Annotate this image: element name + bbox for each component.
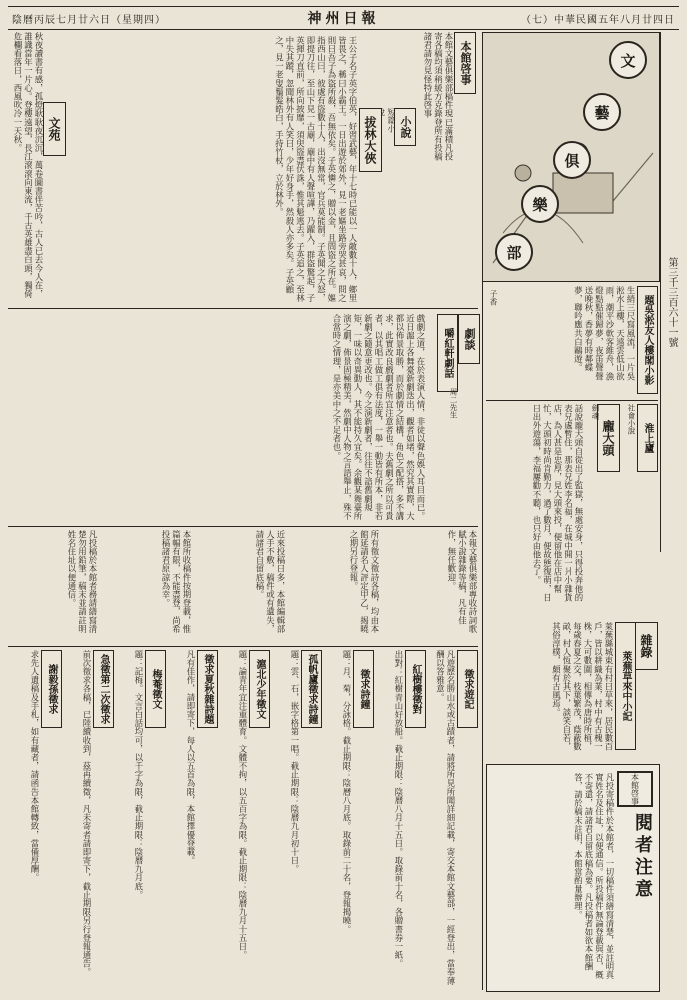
solicit-heading: 謝毅孫徵求	[41, 650, 62, 728]
literary-section	[8, 32, 66, 302]
solicit-item	[168, 650, 218, 990]
solicit-item	[64, 650, 114, 990]
masthead-date-right: 陰曆丙辰七月廿六日（星期四）	[12, 14, 166, 26]
novel-body: 王公子名子英字伯英，好習武藝，年十七時已能以一人敵數十人，鄉里皆畏之，稱曰小霸王。一日出遊於郊外，見一老嫗坐路旁哭甚哀，問之則曰吾子為盜所殺，吾無依矣。子英憐之，贈以金，且問盜之所在。嫗指西山曰，彼處有盜數十人，出沒無常，官兵莫能制。子英聞之大怒，即提刀往，至山下見一古廟，廟中有人聲喧譁，乃躍入，群盜驚起，子英揮刀直前，所向披靡，須臾盜盡伏誅，惟其魁逃去。子英追之，至林中失其蹤，忽聞林外有人笑曰，少年好身手，然殺人亦多矣。子英顧之，見一老叟鬚髮皓白，手持竹杖，立於林外。	[274, 36, 358, 303]
rule-bottom-band	[8, 646, 478, 647]
rule-lower	[8, 526, 478, 527]
readers-notice-title: 閱者注意	[632, 813, 653, 901]
poem-author: 子香	[489, 290, 498, 306]
solicit-item	[220, 650, 270, 990]
solicit-heading: 徵求遊記	[457, 650, 478, 728]
poem-heading: 題吳淞友人樓閣小影	[637, 286, 658, 394]
lower-column-5: 本報文藝俱樂部專收詩詞歌賦小說雜錄等稿，凡有佳作，無任歡迎。	[447, 530, 478, 634]
drama-body: 戲劇之道，在於表演人情，非徒以聲色娛人耳目而已。近日滬上各舞臺新劇迭出，觀者如堵，然究其實際，大都以佈景取勝，而於劇情之結構，角色之配搭，多不講求，此實改良戲劇者所宜注意者也。夫舊劇之所以可貴者，以其唱工做工俱有法度，一舉一動皆有所本，非若新劇之隨意更改也。今之演新劇者，往往不諳舊劇規矩，一味以奇異動人，其不能持久宜矣。余觀某舞臺所演之劇，佈景固極精美，然劇中人物之言語舉止，殊不合當時之情理，是亦美中之不足者也。	[332, 314, 426, 521]
literary-heading: 文苑	[43, 102, 66, 156]
solicit-body: 凡有佳作，請即寄下，每人以五首為限，本館擇優登載。	[186, 650, 196, 865]
rule-right-mid	[486, 400, 658, 401]
serial-subtitle: 社會小說	[627, 404, 636, 435]
readers-notice	[486, 764, 660, 992]
lower-column-3: 近來投稿日多，本館編輯部人手不敷，稿件或有遺失，請諸君自留底稿。	[255, 530, 286, 634]
drama-heading: 劇談	[458, 314, 480, 364]
solicit-item	[324, 650, 374, 990]
seal-le: 樂	[521, 185, 559, 223]
readers-notice-body: 凡投寄稿件於本館者，一切稿件須繕寫清楚，並註明真實姓名及住址，以便通信。所投稿件無論登載與否，概不寄還，請諸君自留底稿為要。凡投稿者如欲本館酬答，請於稿末註明，本館當酌量辦理。	[573, 773, 615, 980]
seal-bu: 部	[495, 233, 533, 271]
issue-number: 第三千三百六十一號	[660, 32, 679, 552]
rule-upper	[8, 308, 478, 309]
serial-author: 劍魂	[591, 404, 600, 420]
solicit-body: 前次徵求各稿，已陸續收到，茲再續徵，凡未寄者請即寄下，截止期限另行登報通告。	[82, 650, 92, 977]
misc-section-label: 雜錄	[635, 622, 658, 670]
solicit-heading: 急徵第二次徵求	[93, 650, 114, 728]
solicit-body: 題：月、菊，分詠格。截止期限：陰曆八月底。取錄前二十名，登報揭曉。	[342, 650, 352, 934]
solicit-heading: 紅樹樓徵對	[405, 650, 426, 728]
seal-wen: 文	[609, 41, 647, 79]
newspaper-page	[8, 6, 679, 994]
masthead-date-left: （七）中華民國五年八月廿四日	[521, 14, 675, 26]
notice-top	[420, 32, 476, 162]
notice-top-body: 本館文藝俱樂部稿件現已滿積凡投寄各稿均須稍緩方克錄登所有投稿諸君請勿見怪特此啓事	[423, 32, 454, 161]
serial-section	[486, 404, 658, 614]
solicit-heading: 滬北少年徵文	[249, 650, 270, 728]
novel-title: 拔林大俠	[359, 108, 382, 172]
column-divider	[482, 32, 483, 990]
serial-body: 話說龐大頭自從出了監獄，無處安身，只得投奔他的表兄處暫住，那表兄姓李名福，在城中開一爿小雜貨店，為人甚是忠厚，見大頭來投，便留他在店中幫忙，大頭初時尚肯勤力，過了數月，便故態復萌，日日出外遊蕩，李福屢勸不聽，也只好由他去了。	[532, 404, 584, 602]
serial-heading: 淮上廬	[637, 404, 658, 472]
solicit-body: 凡遊歷名勝山水或古蹟者，請將所見所聞詳細記載，寄交本館文藝部，一經登出，當奉薄酬以答雅意。	[435, 650, 456, 986]
solicit-heading: 徵求夏秋雜詩題	[197, 650, 218, 728]
lower-column-4: 所有徵文徵詩各稿，均由本館延請名人評定甲乙，揭曉之期另行登報。	[349, 530, 380, 634]
lower-column-1: 凡投稿於本館者務請繕寫清楚勿用鉛筆，稿末並請註明姓名住址以便通信。	[67, 530, 98, 634]
solicit-heading: 孤帆廬徵求詩鐘	[301, 650, 322, 728]
readers-notice-emblem: 本館啓事	[617, 771, 653, 807]
seal-yi: 藝	[583, 93, 621, 131]
misc-body: 萊蕪縣城東有村曰草來，居民數百戶，皆以耕織為業，村中有古槐一株，大可數圍，相傳為唐時所植，每歲春夏之交，枝葉繁茂，蔭蔽數畝，村人恆聚於其下，談笑自若，其俗淳樸，頗有古風焉。	[551, 622, 614, 751]
drama-section	[426, 310, 480, 520]
masthead	[8, 6, 679, 30]
notice-top-heading: 本館啓事	[454, 32, 476, 94]
solicit-item	[12, 650, 62, 990]
solicit-body: 題：論青年宜注重體育。文體不拘，以五百字為限。截止期限：陰曆九月十五日。	[238, 650, 248, 960]
poem-section	[486, 286, 658, 396]
solicit-body: 出對：紅樹青山好放船。截止期限：陰曆八月十五日。取錄前十名，各贈書券一紙。	[394, 650, 404, 968]
drama-author: 周二先生	[449, 388, 458, 419]
misc-section	[486, 618, 658, 758]
solicit-body: 題：雲、石，嵌字格第一唱。截止期限：陰曆九月初十日。	[290, 650, 300, 874]
poem-body: 生綃三尺寫風流，一片吳淞水上樓，天遠雲低山欲雨，潮平沙軟客維舟，漁燈點點催歸夢，夜笛聲聲送晚秋，香夢有時鄰蝶夢，聯吟應共白鷗遊。	[573, 286, 636, 381]
literary-body: 秋夜讀書有感，孤燈耿耿夜沉沉，萬卷圖書伴苦吟，古人已去今人在，誰識當年一片心。登樓遠望，長江滾滾向東流，千古英雄盡白頭，獨倚危欄看落日，西風吹冷一天秋。	[13, 32, 44, 299]
misc-heading: 萊蕪草來中小記	[615, 622, 636, 750]
solicit-area	[8, 650, 478, 990]
solicit-item	[428, 650, 478, 990]
drama-subtitle: 嚼紅軒劇話	[437, 314, 458, 392]
solicit-item	[116, 650, 166, 990]
seal-ju: 俱	[553, 141, 591, 179]
solicit-heading: 梅菴徵文	[145, 650, 166, 728]
solicit-body: 題：記梅。文言白話均可，以千字為限，截止期限：陰曆九月底。	[134, 650, 144, 900]
solicit-heading: 徵求詩鐘	[353, 650, 374, 728]
newspaper-title: 神州日報	[307, 11, 380, 27]
illustration	[482, 32, 660, 282]
novel-section-label: 小說	[394, 108, 416, 146]
lower-column-2: 本館所收稿件按期登載，惟篇幅有限，不能盡登，尚希投稿諸君原諒為幸。	[161, 530, 192, 634]
solicit-item	[376, 650, 426, 990]
serial-title: 龐大頭	[597, 404, 620, 472]
solicit-body: 求先人遺稿及手札，如有藏者，請函告本館轉致，當備厚酬。	[30, 650, 40, 882]
solicit-item	[272, 650, 322, 990]
novel-tag: 短篇小	[387, 108, 396, 133]
